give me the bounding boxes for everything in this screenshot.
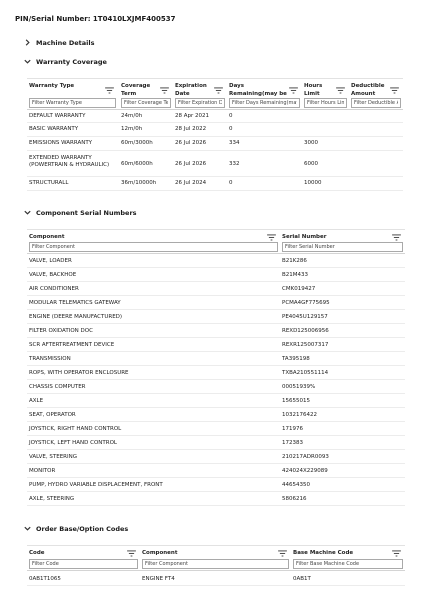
table-cell-base-machine-code: 0AB1T xyxy=(293,576,311,582)
column-header-base-machine-code[interactable]: Base Machine Code xyxy=(293,550,354,556)
column-menu-icon[interactable] xyxy=(278,550,287,557)
table-cell-serial-number: 1032176422 xyxy=(282,412,317,418)
column-header-hours-limit[interactable]: Hours Limit xyxy=(304,83,323,97)
section-title: Component Serial Numbers xyxy=(36,208,137,217)
column-menu-icon[interactable] xyxy=(267,234,276,241)
table-cell-serial-number: REXD125006956 xyxy=(282,328,329,334)
chevron-down-icon xyxy=(23,208,32,217)
table-cell-serial-number: 172383 xyxy=(282,440,303,446)
table-cell-hours-limit: 6000 xyxy=(304,161,318,167)
column-menu-icon[interactable] xyxy=(336,87,345,94)
order-table xyxy=(27,545,405,586)
table-cell-expiration-date: 26 Jul 2024 xyxy=(175,180,207,186)
table-cell-days-remaining-may-be-estimate: 0 xyxy=(229,126,233,132)
column-header-component[interactable]: Component xyxy=(29,234,65,240)
table-cell-expiration-date: 26 Jul 2026 xyxy=(175,161,207,167)
table-header-row xyxy=(27,546,405,571)
column-menu-icon[interactable] xyxy=(289,87,298,94)
table-cell-component: AXLE xyxy=(29,398,44,404)
table-row[interactable] xyxy=(27,310,405,324)
table-cell-coverage-term: 36m/10000h xyxy=(121,180,157,186)
column-menu-icon[interactable] xyxy=(392,550,401,557)
table-cell-serial-number: 171976 xyxy=(282,426,303,432)
table-row[interactable] xyxy=(27,123,403,137)
table-cell-expiration-date: 26 Jul 2026 xyxy=(175,140,207,146)
chevron-down-icon xyxy=(23,57,32,66)
component-table xyxy=(27,229,405,506)
table-cell-warranty-type: BASIC WARRANTY xyxy=(29,126,79,132)
table-cell-serial-number: PE4045U129157 xyxy=(282,314,328,320)
table-cell-hours-limit: 3000 xyxy=(304,140,318,146)
section-warranty-coverage[interactable] xyxy=(23,57,107,66)
table-cell-component: MODULAR TELEMATICS GATEWAY xyxy=(29,300,121,306)
column-menu-icon[interactable] xyxy=(392,234,401,241)
table-cell-component: VALVE, LOADER xyxy=(29,258,72,264)
table-cell-warranty-type: EXTENDED WARRANTY (POWERTRAIN & HYDRAULIC) xyxy=(29,155,110,168)
table-row[interactable] xyxy=(27,571,405,586)
table-row[interactable] xyxy=(27,110,403,123)
section-title: Warranty Coverage xyxy=(36,57,107,66)
table-cell-serial-number: 5806216 xyxy=(282,496,307,502)
table-cell-coverage-term: 12m/0h xyxy=(121,126,143,132)
table-cell-component: FILTER OXIDATION DOC xyxy=(29,328,93,334)
filter-input-coverage-term[interactable] xyxy=(121,98,171,108)
section-machine-details[interactable] xyxy=(23,38,94,47)
table-header-row xyxy=(27,79,403,110)
filter-input-serial-number[interactable] xyxy=(282,242,403,252)
filter-input-deductible-amount[interactable] xyxy=(351,98,401,108)
table-cell-warranty-type: EMISSIONS WARRANTY xyxy=(29,140,93,146)
table-cell-component: ENGINE FT4 xyxy=(142,576,175,582)
column-header-code[interactable]: Code xyxy=(29,550,45,556)
table-header-row xyxy=(27,230,405,254)
table-cell-component: PUMP, HYDRO VARIABLE DISPLACEMENT, FRONT xyxy=(29,482,163,488)
column-header-coverage-term[interactable]: Coverage Term xyxy=(121,83,151,97)
table-cell-serial-number: 44654350 xyxy=(282,482,310,488)
filter-input-expiration-date[interactable] xyxy=(175,98,225,108)
table-cell-expiration-date: 28 Apr 2021 xyxy=(175,113,210,119)
column-menu-icon[interactable] xyxy=(390,87,399,94)
table-cell-component: VALVE, BACKHOE xyxy=(29,272,77,278)
table-cell-component: AXLE, STEERING xyxy=(29,496,75,502)
table-cell-component: MONITOR xyxy=(29,468,56,474)
column-menu-icon[interactable] xyxy=(105,87,114,94)
filter-input-days-remaining-may-be-estimate[interactable] xyxy=(229,98,300,108)
table-row[interactable] xyxy=(27,394,405,408)
section-title: Order Base/Option Codes xyxy=(36,524,129,533)
table-cell-serial-number: PCMA4GF775695 xyxy=(282,300,330,306)
table-cell-serial-number: B21M433 xyxy=(282,272,309,278)
table-cell-days-remaining-may-be-estimate: 334 xyxy=(229,140,240,146)
table-cell-serial-number: TXBA210551114 xyxy=(282,370,329,376)
column-menu-icon[interactable] xyxy=(214,87,223,94)
table-row[interactable] xyxy=(27,366,405,380)
warranty-table xyxy=(27,78,403,191)
filter-input-code[interactable] xyxy=(29,559,138,569)
column-header-days-remaining-may-be-estimate[interactable]: Days Remaining(may be xyxy=(229,83,287,97)
filter-input-component[interactable] xyxy=(142,559,289,569)
table-row[interactable] xyxy=(27,151,403,177)
table-cell-component: VALVE, STEERING xyxy=(29,454,77,460)
table-row[interactable] xyxy=(27,422,405,436)
table-cell-component: SCR AFTERTREATMENT DEVICE xyxy=(29,342,115,348)
table-cell-serial-number: 210217ADR0093 xyxy=(282,454,329,460)
table-row[interactable] xyxy=(27,268,405,282)
table-row[interactable] xyxy=(27,492,405,506)
table-cell-coverage-term: 60m/3000h xyxy=(121,140,153,146)
table-row[interactable] xyxy=(27,254,405,268)
table-row[interactable] xyxy=(27,352,405,366)
table-cell-expiration-date: 28 Jul 2022 xyxy=(175,126,207,132)
column-header-expiration-date[interactable]: Expiration Date xyxy=(175,83,207,97)
table-row[interactable] xyxy=(27,177,403,191)
table-row[interactable] xyxy=(27,282,405,296)
table-cell-component: JOYSTICK, LEFT HAND CONTROL xyxy=(29,440,117,446)
table-row[interactable] xyxy=(27,296,405,310)
table-cell-code: 0AB1T1065 xyxy=(29,576,61,582)
chevron-down-icon xyxy=(23,524,32,533)
table-row[interactable] xyxy=(27,436,405,450)
table-cell-component: AIR CONDITIONER xyxy=(29,286,79,292)
table-cell-hours-limit: 10000 xyxy=(304,180,322,186)
table-cell-serial-number: REXR125007317 xyxy=(282,342,329,348)
section-title: Machine Details xyxy=(36,38,95,47)
table-cell-component: TRANSMISSION xyxy=(29,356,71,362)
filter-input-hours-limit[interactable] xyxy=(304,98,347,108)
table-row[interactable] xyxy=(27,464,405,478)
table-cell-component: ROPS, WITH OPERATOR ENCLOSURE xyxy=(29,370,129,376)
filter-input-base-machine-code[interactable] xyxy=(293,559,403,569)
table-cell-coverage-term: 24m/0h xyxy=(121,113,143,119)
column-header-warranty-type[interactable]: Warranty Type xyxy=(29,83,75,89)
section-order-codes[interactable] xyxy=(23,524,128,533)
table-cell-serial-number: 00051939% xyxy=(282,384,316,390)
table-cell-days-remaining-may-be-estimate: 0 xyxy=(229,113,233,119)
chevron-right-icon xyxy=(23,38,32,47)
table-cell-component: SEAT, OPERATOR xyxy=(29,412,76,418)
table-row[interactable] xyxy=(27,408,405,422)
table-cell-days-remaining-may-be-estimate: 332 xyxy=(229,161,240,167)
table-row[interactable] xyxy=(27,137,403,151)
table-cell-serial-number: 424024X229089 xyxy=(282,468,328,474)
table-row[interactable] xyxy=(27,380,405,394)
table-cell-warranty-type: DEFAULT WARRANTY xyxy=(29,113,86,119)
table-cell-serial-number: 15655015 xyxy=(282,398,310,404)
column-header-component[interactable]: Component xyxy=(142,550,178,556)
table-cell-serial-number: B21K286 xyxy=(282,258,307,264)
column-menu-icon[interactable] xyxy=(160,87,169,94)
table-cell-serial-number: TA395198 xyxy=(282,356,310,362)
filter-input-component[interactable] xyxy=(29,242,278,252)
table-cell-warranty-type: STRUCTURALL xyxy=(29,180,69,186)
table-row[interactable] xyxy=(27,478,405,492)
table-cell-coverage-term: 60m/6000h xyxy=(121,161,153,167)
column-header-serial-number[interactable]: Serial Number xyxy=(282,234,327,240)
pin-serial-title: PIN/Serial Number: 1T0410LXJMF400537 xyxy=(15,15,176,23)
table-cell-component: CHASSIS COMPUTER xyxy=(29,384,86,390)
column-header-deductible-amount[interactable]: Deductible Amount xyxy=(351,83,385,97)
table-cell-serial-number: CMK019427 xyxy=(282,286,316,292)
column-menu-icon[interactable] xyxy=(127,550,136,557)
table-row[interactable] xyxy=(27,338,405,352)
filter-input-warranty-type[interactable] xyxy=(29,98,116,108)
table-cell-component: JOYSTICK, RIGHT HAND CONTROL xyxy=(29,426,122,432)
table-cell-days-remaining-may-be-estimate: 0 xyxy=(229,180,233,186)
table-row[interactable] xyxy=(27,450,405,464)
table-cell-component: ENGINE (DEERE MANUFACTURED) xyxy=(29,314,123,320)
table-row[interactable] xyxy=(27,324,405,338)
section-component-serial-numbers[interactable] xyxy=(23,208,137,217)
